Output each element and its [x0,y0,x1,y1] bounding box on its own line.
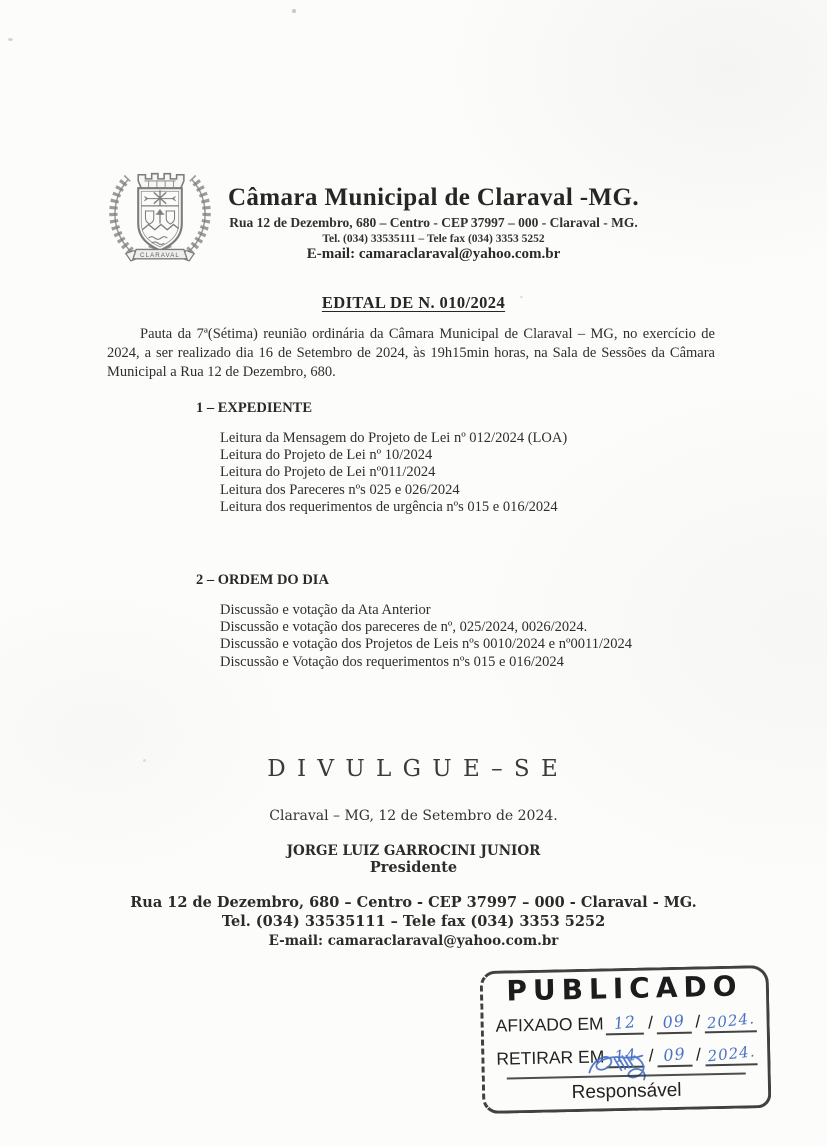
list-item: Leitura dos Pareceres nºs 025 e 026/2024 [220,481,460,498]
afixado-month-field [657,1010,692,1035]
list-item: Discussão e votação da Ata Anterior [220,602,431,618]
section-2-list [220,602,632,671]
org-name: Câmara Municipal de Claraval -MG. [227,184,640,211]
handwritten-retirar-month: 09 [662,1043,687,1066]
date-slash: / [647,1012,654,1033]
footer-address: Rua 12 de Dezembro, 680 – Centro - CEP 37997 – 000 - Claraval - MG. [130,894,697,911]
signer-title: Presidente [369,859,458,876]
footer-email: E-mail: camaraclaraval@yahoo.com.br [268,933,559,949]
letterhead [0,184,827,263]
stamp-title: PUBLICADO [506,969,743,1008]
responsible-label: Responsável [571,1079,682,1104]
list-item: Leitura dos requerimentos de urgência nºs 015 e 016/2024 [220,498,558,515]
handwritten-retirar-day: 14 [613,1044,638,1067]
handwritten-afixado-month: 09 [662,1010,687,1033]
retirar-label: RETIRAR EM [496,1046,605,1069]
list-item: Leitura do Projeto de Lei nº011/2024 [220,464,436,481]
afixado-label: AFIXADO EM [495,1013,604,1036]
org-address: Rua 12 de Dezembro, 680 – Centro - CEP 37997 – 000 - Claraval - MG. [229,215,638,230]
org-email: E-mail: camaraclaraval@yahoo.com.br [306,246,561,262]
publicado-stamp [480,965,772,1114]
section-2-heading: 2 – ORDEM DO DIA [196,572,329,588]
document-title-text: EDITAL DE N. 010/2024 [321,293,506,312]
handwritten-afixado-year: 2024. [705,1009,756,1033]
date-slash: / [695,1011,701,1032]
dateline: Claraval – MG, 12 de Setembro de 2024. [269,808,558,824]
afixado-day-field [605,1011,644,1036]
afixado-year-field [704,1008,757,1033]
list-item: Discussão e votação dos Projetos de Leis nºs 0010/2024 e nº0011/2024 [220,636,632,653]
date-slash: / [648,1045,654,1066]
intro-paragraph: Pauta da 7ª(Sétima) reunião ordinária da Câmara Municipal de Claraval – MG, no exercício de 2024, a ser realizado dia 16 de Setembro de 2024, às 19h15min horas, na Sala de Sessões da Câmara Municipal a Rua 12 de Dezembro, 680. [107,326,715,380]
closing-statement: D I V U L G U E – S E [267,756,560,782]
list-item: Leitura da Mensagem do Projeto de Lei nº 012/2024 (LOA) [220,430,568,446]
section-1-list [220,430,567,516]
footer-phone: Tel. (034) 33535111 – Tele fax (034) 3353 5252 [221,913,606,930]
org-phone: Tel. (034) 33535111 – Tele fax (034) 3353 5252 [322,233,545,245]
handwritten-afixado-day: 12 [612,1011,637,1034]
list-item: Discussão e Votação dos requerimentos nºs 015 e 016/2024 [220,653,564,670]
handwritten-retirar-year: 2024. [706,1042,756,1066]
stamp-afixado-row [495,1008,756,1037]
list-item: Discussão e votação dos pareceres de nº, 025/2024, 0026/2024. [220,619,588,636]
footer [0,894,827,949]
list-item: Leitura do Projeto de Lei nº 10/2024 [220,447,433,464]
date-slash: / [695,1044,702,1065]
signer-name: JORGE LUIZ GARROCINI JUNIOR [286,843,541,859]
document-title [0,293,827,313]
section-1-heading: 1 – EXPEDIENTE [196,400,313,416]
scan-speck [292,9,296,13]
retirar-year-field [705,1041,758,1066]
crest-banner-text: CLARAVAL [140,252,180,260]
scan-speck [8,38,13,41]
